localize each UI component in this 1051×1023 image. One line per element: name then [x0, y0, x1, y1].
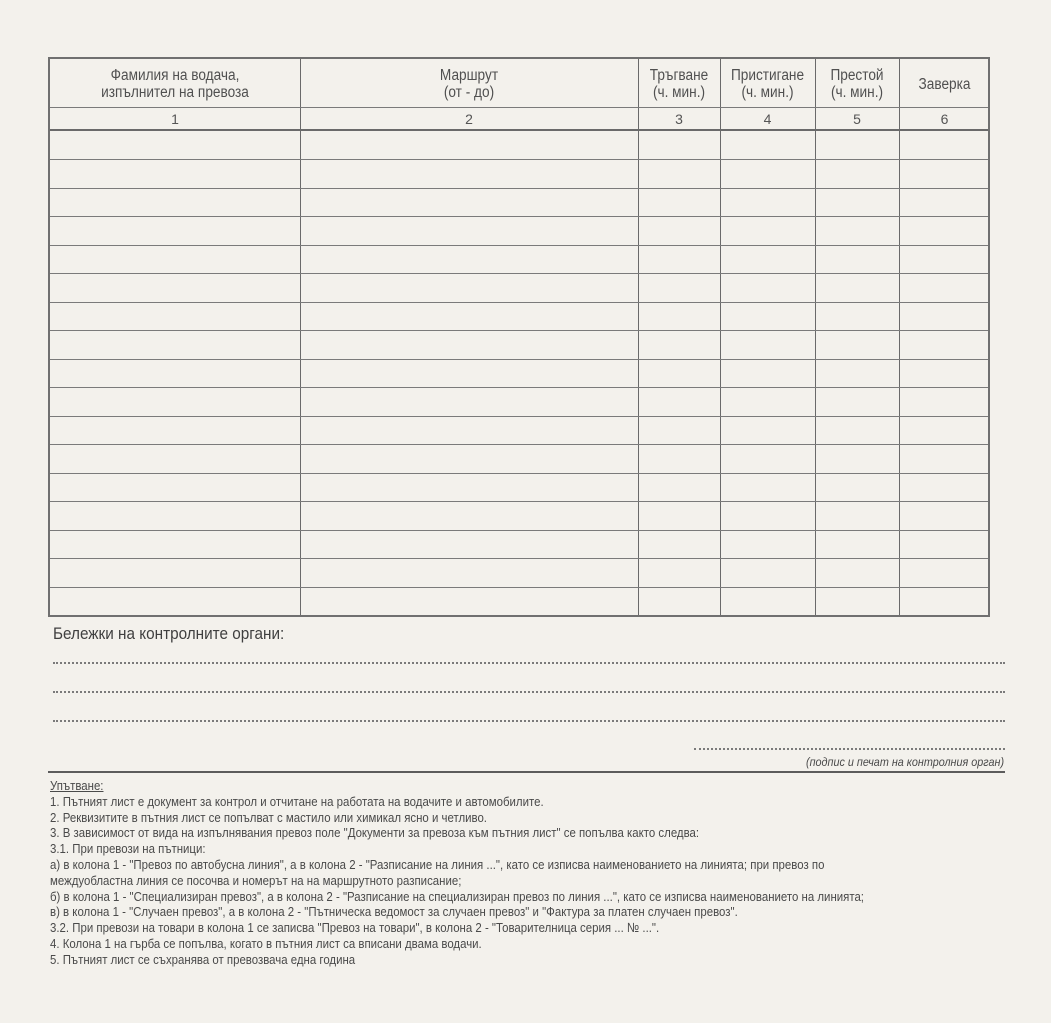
- row-divider: [50, 587, 988, 588]
- table-cell-r5-c1[interactable]: [50, 245, 300, 273]
- row-divider: [50, 188, 988, 189]
- table-cell-r4-c6[interactable]: [899, 216, 990, 244]
- table-cell-r15-c6[interactable]: [899, 530, 990, 558]
- column-number-3: 3: [675, 111, 683, 127]
- table-cell-r2-c5[interactable]: [815, 159, 899, 187]
- table-cell-r1-c5[interactable]: [815, 131, 899, 159]
- table-cell-r5-c4[interactable]: [720, 245, 815, 273]
- notes-line-3[interactable]: [53, 720, 1005, 722]
- signature-caption: (подпис и печат на контролния орган): [805, 755, 1004, 769]
- table-cell-r11-c1[interactable]: [50, 416, 300, 444]
- instruction-line: а) в колона 1 - "Превоз по автобусна линия", а в колона 2 - "Разписание на линия ...", като се изписва наименованието на линията; при превоз по: [50, 856, 825, 872]
- row-divider: [50, 444, 988, 445]
- table-cell-r9-c1[interactable]: [50, 359, 300, 387]
- header-label: Заверка: [918, 75, 971, 93]
- instruction-line: междуобластна линия се посочва и номерът на на маршрутното разписание;: [50, 872, 462, 888]
- table-cell-r17-c5[interactable]: [815, 587, 899, 615]
- instructions-title: Упътване:: [50, 778, 104, 793]
- table-cell-r7-c4[interactable]: [720, 302, 815, 330]
- table-cell-r4-c4[interactable]: [720, 216, 815, 244]
- table-cell-r3-c4[interactable]: [720, 188, 815, 216]
- instruction-line: б) в колона 1 - "Специализиран превоз", а в колона 2 - "Разписание на специализиран превоз по линия ...", като се изписва наименованието на линията;: [50, 888, 864, 904]
- table-cell-r15-c3[interactable]: [638, 530, 720, 558]
- table-cell-r9-c2[interactable]: [300, 359, 638, 387]
- row-divider: [50, 501, 988, 502]
- signature-line[interactable]: [694, 748, 1005, 750]
- table-cell-r6-c5[interactable]: [815, 273, 899, 301]
- table-cell-r12-c3[interactable]: [638, 444, 720, 472]
- table-cell-r2-c4[interactable]: [720, 159, 815, 187]
- table-cell-r1-c3[interactable]: [638, 131, 720, 159]
- table-cell-r5-c3[interactable]: [638, 245, 720, 273]
- table-cell-r12-c4[interactable]: [720, 444, 815, 472]
- table-cell-r7-c5[interactable]: [815, 302, 899, 330]
- column-number-1: 1: [171, 111, 179, 127]
- table-cell-r9-c3[interactable]: [638, 359, 720, 387]
- table-cell-r6-c4[interactable]: [720, 273, 815, 301]
- row-divider: [50, 530, 988, 531]
- table-cell-r15-c4[interactable]: [720, 530, 815, 558]
- control-notes-title: Бележки на контролните органи:: [53, 624, 285, 643]
- table-cell-r3-c6[interactable]: [899, 188, 990, 216]
- instruction-line: 3. В зависимост от вида на изпълнявания превоз поле "Документи за превоза към пътния лист" се попълва както следва:: [50, 825, 700, 841]
- instruction-line: в) в колона 1 - "Случаен превоз", а в колона 2 - "Пътническа ведомост за случаен превоз" и "Фактура за платен случаен превоз".: [50, 904, 738, 920]
- table-cell-r8-c1[interactable]: [50, 330, 300, 358]
- header-label: Фамилия на водача, изпълнител на превоза: [101, 67, 249, 101]
- instructions: [50, 778, 1010, 968]
- table-cell-r14-c2[interactable]: [300, 501, 638, 529]
- table-cell-r13-c2[interactable]: [300, 473, 638, 501]
- table-cell-r15-c2[interactable]: [300, 530, 638, 558]
- table-cell-r10-c6[interactable]: [899, 387, 990, 415]
- table-cell-r4-c3[interactable]: [638, 216, 720, 244]
- header-label: Тръгване (ч. мин.): [649, 67, 709, 101]
- table-cell-r6-c1[interactable]: [50, 273, 300, 301]
- header-label: Пристигане (ч. мин.): [730, 67, 805, 101]
- table-cell-r11-c4[interactable]: [720, 416, 815, 444]
- table-cell-r16-c3[interactable]: [638, 558, 720, 586]
- table-cell-r11-c3[interactable]: [638, 416, 720, 444]
- instruction-line: 3.1. При превози на пътници:: [50, 841, 206, 857]
- table-cell-r14-c6[interactable]: [899, 501, 990, 529]
- table-cell-r15-c1[interactable]: [50, 530, 300, 558]
- trip-log-table: [48, 57, 990, 617]
- table-cell-r10-c2[interactable]: [300, 387, 638, 415]
- table-cell-r15-c5[interactable]: [815, 530, 899, 558]
- instruction-line: 4. Колона 1 на гърба се попълва, когато в пътния лист са вписани двама водачи.: [50, 935, 482, 951]
- table-cell-r5-c6[interactable]: [899, 245, 990, 273]
- instruction-line: 2. Реквизитите в пътния лист се попълват с мастило или химикал ясно и четливо.: [50, 809, 487, 825]
- header-label: Престой (ч. мин.): [830, 67, 884, 101]
- table-cell-r8-c3[interactable]: [638, 330, 720, 358]
- table-cell-r10-c3[interactable]: [638, 387, 720, 415]
- table-cell-r14-c1[interactable]: [50, 501, 300, 529]
- table-cell-r7-c1[interactable]: [50, 302, 300, 330]
- table-cell-r17-c3[interactable]: [638, 587, 720, 615]
- table-cell-r1-c6[interactable]: [899, 131, 990, 159]
- table-cell-r3-c1[interactable]: [50, 188, 300, 216]
- instruction-line: 1. Пътният лист е документ за контрол и отчитане на работата на водачите и автомобилите.: [50, 793, 544, 809]
- table-cell-r4-c2[interactable]: [300, 216, 638, 244]
- table-cell-r11-c2[interactable]: [300, 416, 638, 444]
- table-cell-r3-c2[interactable]: [300, 188, 638, 216]
- column-number-2: 2: [465, 111, 473, 127]
- table-cell-r16-c6[interactable]: [899, 558, 990, 586]
- row-divider: [50, 302, 988, 303]
- table-cell-r5-c2[interactable]: [300, 245, 638, 273]
- header-driver-name: [65, 59, 285, 109]
- table-cell-r12-c5[interactable]: [815, 444, 899, 472]
- table-cell-r3-c3[interactable]: [638, 188, 720, 216]
- header-label: Маршрут (от - до): [439, 67, 499, 101]
- row-divider: [50, 387, 988, 388]
- table-cell-r6-c3[interactable]: [638, 273, 720, 301]
- table-cell-r14-c3[interactable]: [638, 501, 720, 529]
- table-cell-r2-c6[interactable]: [899, 159, 990, 187]
- table-cell-r8-c4[interactable]: [720, 330, 815, 358]
- table-cell-r2-c3[interactable]: [638, 159, 720, 187]
- table-cell-r6-c2[interactable]: [300, 273, 638, 301]
- table-cell-r14-c5[interactable]: [815, 501, 899, 529]
- table-cell-r1-c1[interactable]: [50, 131, 300, 159]
- table-cell-r4-c5[interactable]: [815, 216, 899, 244]
- notes-line-2[interactable]: [53, 691, 1005, 693]
- row-divider: [50, 159, 988, 160]
- header-stay: [820, 59, 894, 109]
- row-divider: [50, 330, 988, 331]
- table-cell-r16-c5[interactable]: [815, 558, 899, 586]
- table-cell-r13-c3[interactable]: [638, 473, 720, 501]
- table-cell-r16-c2[interactable]: [300, 558, 638, 586]
- table-cell-r13-c1[interactable]: [50, 473, 300, 501]
- table-cell-r6-c6[interactable]: [899, 273, 990, 301]
- table-cell-r12-c2[interactable]: [300, 444, 638, 472]
- header-route: [320, 59, 617, 109]
- table-cell-r13-c5[interactable]: [815, 473, 899, 501]
- table-cell-r11-c6[interactable]: [899, 416, 990, 444]
- table-cell-r4-c1[interactable]: [50, 216, 300, 244]
- section-divider: [48, 771, 1005, 773]
- table-cell-r13-c4[interactable]: [720, 473, 815, 501]
- instruction-line: 3.2. При превози на товари в колона 1 се записва "Превоз на товари", в колона 2 - "Товарителница серия ... № ...".: [50, 920, 660, 936]
- header-certification: [904, 59, 984, 109]
- table-cell-r1-c4[interactable]: [720, 131, 815, 159]
- row-divider: [50, 416, 988, 417]
- notes-line-1[interactable]: [53, 662, 1005, 664]
- table-cell-r9-c6[interactable]: [899, 359, 990, 387]
- table-cell-r17-c6[interactable]: [899, 587, 990, 615]
- table-cell-r8-c5[interactable]: [815, 330, 899, 358]
- table-cell-r12-c6[interactable]: [899, 444, 990, 472]
- header-departure: [643, 59, 715, 109]
- row-divider: [50, 273, 988, 274]
- column-number-6: 6: [940, 111, 949, 127]
- table-cell-r10-c5[interactable]: [815, 387, 899, 415]
- column-number-5: 5: [853, 111, 861, 127]
- table-cell-r16-c1[interactable]: [50, 558, 300, 586]
- table-cell-r16-c4[interactable]: [720, 558, 815, 586]
- table-cell-r11-c5[interactable]: [815, 416, 899, 444]
- table-cell-r8-c6[interactable]: [899, 330, 990, 358]
- table-cell-r2-c1[interactable]: [50, 159, 300, 187]
- table-cell-r3-c5[interactable]: [815, 188, 899, 216]
- column-number-4: 4: [763, 111, 772, 127]
- table-cell-r14-c4[interactable]: [720, 501, 815, 529]
- table-cell-r5-c5[interactable]: [815, 245, 899, 273]
- table-cell-r9-c4[interactable]: [720, 359, 815, 387]
- table-cell-r10-c1[interactable]: [50, 387, 300, 415]
- table-cell-r10-c4[interactable]: [720, 387, 815, 415]
- row-divider: [50, 473, 988, 474]
- row-divider: [50, 216, 988, 217]
- table-cell-r1-c2[interactable]: [300, 131, 638, 159]
- header-arrival: [726, 59, 810, 109]
- table-cell-r8-c2[interactable]: [300, 330, 638, 358]
- table-cell-r7-c3[interactable]: [638, 302, 720, 330]
- table-cell-r17-c4[interactable]: [720, 587, 815, 615]
- table-cell-r17-c2[interactable]: [300, 587, 638, 615]
- row-divider: [50, 245, 988, 246]
- table-cell-r12-c1[interactable]: [50, 444, 300, 472]
- table-cell-r7-c6[interactable]: [899, 302, 990, 330]
- table-cell-r17-c1[interactable]: [50, 587, 300, 615]
- instruction-line: 5. Пътният лист се съхранява от превозвача една година: [50, 951, 356, 967]
- table-cell-r2-c2[interactable]: [300, 159, 638, 187]
- row-divider: [50, 359, 988, 360]
- row-divider: [50, 558, 988, 559]
- table-cell-r9-c5[interactable]: [815, 359, 899, 387]
- table-cell-r13-c6[interactable]: [899, 473, 990, 501]
- table-cell-r7-c2[interactable]: [300, 302, 638, 330]
